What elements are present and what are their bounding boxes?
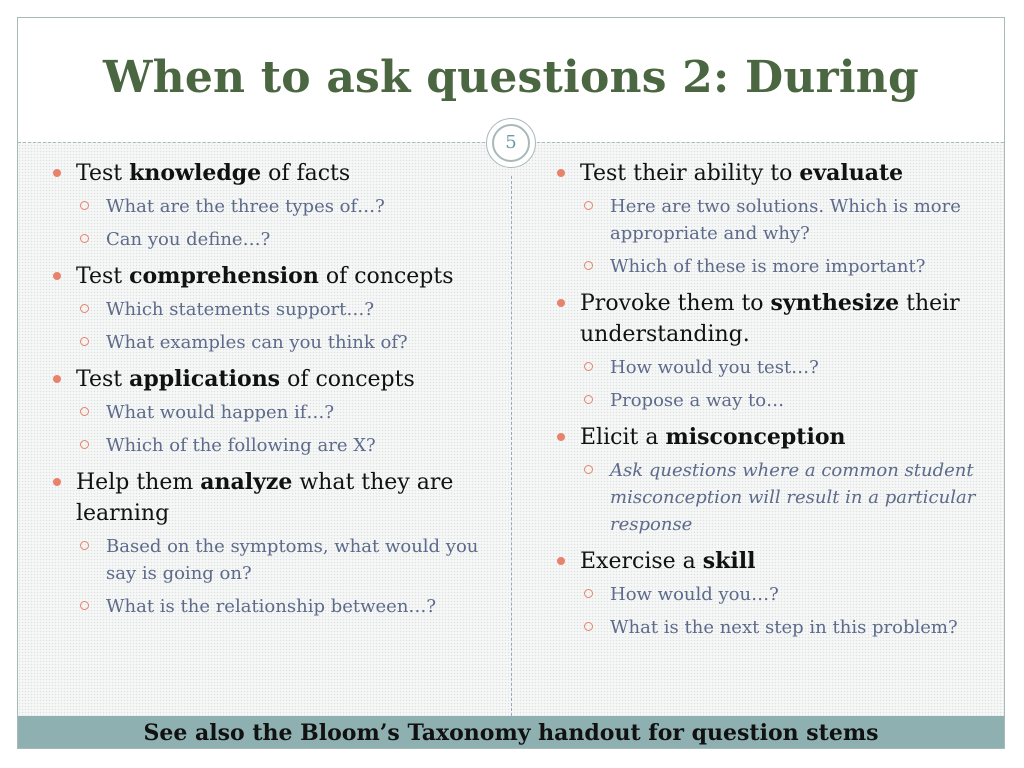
sub-bullet-text: What would happen if…? xyxy=(106,402,335,423)
ring-bullet-icon xyxy=(584,465,593,474)
bullet-keyword: analyze xyxy=(200,469,293,495)
bullet-text xyxy=(76,158,490,189)
slide-number: 5 xyxy=(492,124,530,162)
sub-bullet-item xyxy=(580,457,994,538)
bullet-text-part: of concepts xyxy=(280,367,415,392)
bullet-keyword: comprehension xyxy=(129,263,319,289)
ring-bullet-icon xyxy=(80,234,89,243)
bullet-text xyxy=(580,546,994,577)
sub-bullet-text: Which statements support…? xyxy=(106,299,375,320)
bullet-dot-icon xyxy=(53,478,61,486)
slide xyxy=(17,17,1005,749)
left-bullet-list xyxy=(50,158,490,620)
sub-bullet-text: Ask questions where a common student misconception will result in a particular response xyxy=(610,460,976,535)
bullet-text xyxy=(76,261,490,292)
bullet-dot-icon xyxy=(53,169,61,177)
ring-bullet-icon xyxy=(584,362,593,371)
sub-bullet-item xyxy=(580,253,994,280)
ring-bullet-icon xyxy=(584,395,593,404)
ring-bullet-icon xyxy=(80,541,89,550)
right-bullet-list xyxy=(554,158,994,641)
ring-bullet-icon xyxy=(80,407,89,416)
bullet-keyword: knowledge xyxy=(129,160,262,186)
ring-bullet-icon xyxy=(80,304,89,313)
sub-bullet-item xyxy=(76,593,490,620)
slide-number-badge xyxy=(486,118,536,168)
ring-bullet-icon xyxy=(80,440,89,449)
sub-bullet-item xyxy=(76,533,490,587)
bullet-item xyxy=(50,261,490,356)
bullet-dot-icon xyxy=(557,299,565,307)
ring-bullet-icon xyxy=(80,601,89,610)
sub-bullet-text: What is the next step in this problem? xyxy=(610,617,958,638)
bullet-text-part: their understanding. xyxy=(580,291,960,347)
sub-bullet-list xyxy=(580,193,994,280)
sub-bullet-text: What examples can you think of? xyxy=(106,332,408,353)
bullet-item xyxy=(554,546,994,641)
sub-bullet-item xyxy=(76,226,490,253)
sub-bullet-list xyxy=(76,533,490,620)
bullet-item xyxy=(554,158,994,280)
bullet-text-part: Test xyxy=(76,367,130,392)
sub-bullet-text: How would you…? xyxy=(610,584,779,605)
sub-bullet-item xyxy=(76,296,490,323)
bullet-text xyxy=(580,158,994,189)
sub-bullet-item xyxy=(580,581,994,608)
sub-bullet-list xyxy=(76,399,490,459)
bullet-item xyxy=(554,422,994,538)
sub-bullet-text: Propose a way to… xyxy=(610,390,785,411)
bullet-dot-icon xyxy=(557,433,565,441)
bullet-text-part: Test xyxy=(76,264,130,289)
bullet-text-part: Exercise a xyxy=(580,549,703,574)
sub-bullet-list xyxy=(76,296,490,356)
bullet-item xyxy=(50,158,490,253)
bullet-text xyxy=(580,288,994,350)
bullet-text xyxy=(76,467,490,529)
bullet-item xyxy=(50,364,490,459)
ring-bullet-icon xyxy=(584,261,593,270)
column-divider xyxy=(511,176,512,716)
sub-bullet-text: Here are two solutions. Which is more appropriate and why? xyxy=(610,196,961,244)
bullet-text-part: Test their ability to xyxy=(580,161,800,186)
bullet-keyword: synthesize xyxy=(770,290,900,316)
ring-bullet-icon xyxy=(80,201,89,210)
bullet-keyword: evaluate xyxy=(799,160,904,186)
bullet-text-part: what they are learning xyxy=(76,470,454,526)
ring-bullet-icon xyxy=(584,622,593,631)
sub-bullet-list xyxy=(76,193,490,253)
left-column xyxy=(50,158,490,628)
sub-bullet-text: Which of the following are X? xyxy=(106,435,376,456)
sub-bullet-text: Which of these is more important? xyxy=(610,256,926,277)
ring-bullet-icon xyxy=(80,337,89,346)
sub-bullet-list xyxy=(580,354,994,414)
bullet-dot-icon xyxy=(557,557,565,565)
bullet-dot-icon xyxy=(53,375,61,383)
sub-bullet-text: Can you define…? xyxy=(106,229,271,250)
bullet-text xyxy=(76,364,490,395)
bullet-keyword: skill xyxy=(702,548,756,574)
bullet-keyword: misconception xyxy=(665,424,846,450)
sub-bullet-item xyxy=(580,387,994,414)
sub-bullet-text: What is the relationship between…? xyxy=(106,596,437,617)
ring-bullet-icon xyxy=(584,201,593,210)
sub-bullet-list xyxy=(580,581,994,641)
sub-bullet-item xyxy=(580,193,994,247)
bullet-item xyxy=(554,288,994,414)
sub-bullet-item xyxy=(580,614,994,641)
bullet-text-part: Elicit a xyxy=(580,425,666,450)
bullet-dot-icon xyxy=(53,272,61,280)
sub-bullet-text: How would you test…? xyxy=(610,357,819,378)
sub-bullet-text: Based on the symptoms, what would you say is going on? xyxy=(106,536,479,584)
footer-band xyxy=(18,716,1004,749)
bullet-text-part: of concepts xyxy=(318,264,454,289)
sub-bullet-item xyxy=(76,432,490,459)
bullet-keyword: applications xyxy=(129,366,281,392)
bullet-item xyxy=(50,467,490,620)
sub-bullet-item xyxy=(76,329,490,356)
ring-bullet-icon xyxy=(584,589,593,598)
slide-title: When to ask questions 2: During xyxy=(103,52,919,103)
sub-bullet-item xyxy=(76,193,490,220)
right-column xyxy=(554,158,994,649)
sub-bullet-text: What are the three types of…? xyxy=(106,196,385,217)
bullet-text-part: Test xyxy=(76,161,130,186)
sub-bullet-list xyxy=(580,457,994,538)
bullet-text-part: of facts xyxy=(261,161,351,186)
bullet-text-part: Help them xyxy=(76,470,201,495)
bullet-text xyxy=(580,422,994,453)
sub-bullet-item xyxy=(580,354,994,381)
bullet-text-part: Provoke them to xyxy=(580,291,771,316)
footer-note: See also the Bloom’s Taxonomy handout for question stems xyxy=(143,720,879,746)
sub-bullet-item xyxy=(76,399,490,426)
bullet-dot-icon xyxy=(557,169,565,177)
